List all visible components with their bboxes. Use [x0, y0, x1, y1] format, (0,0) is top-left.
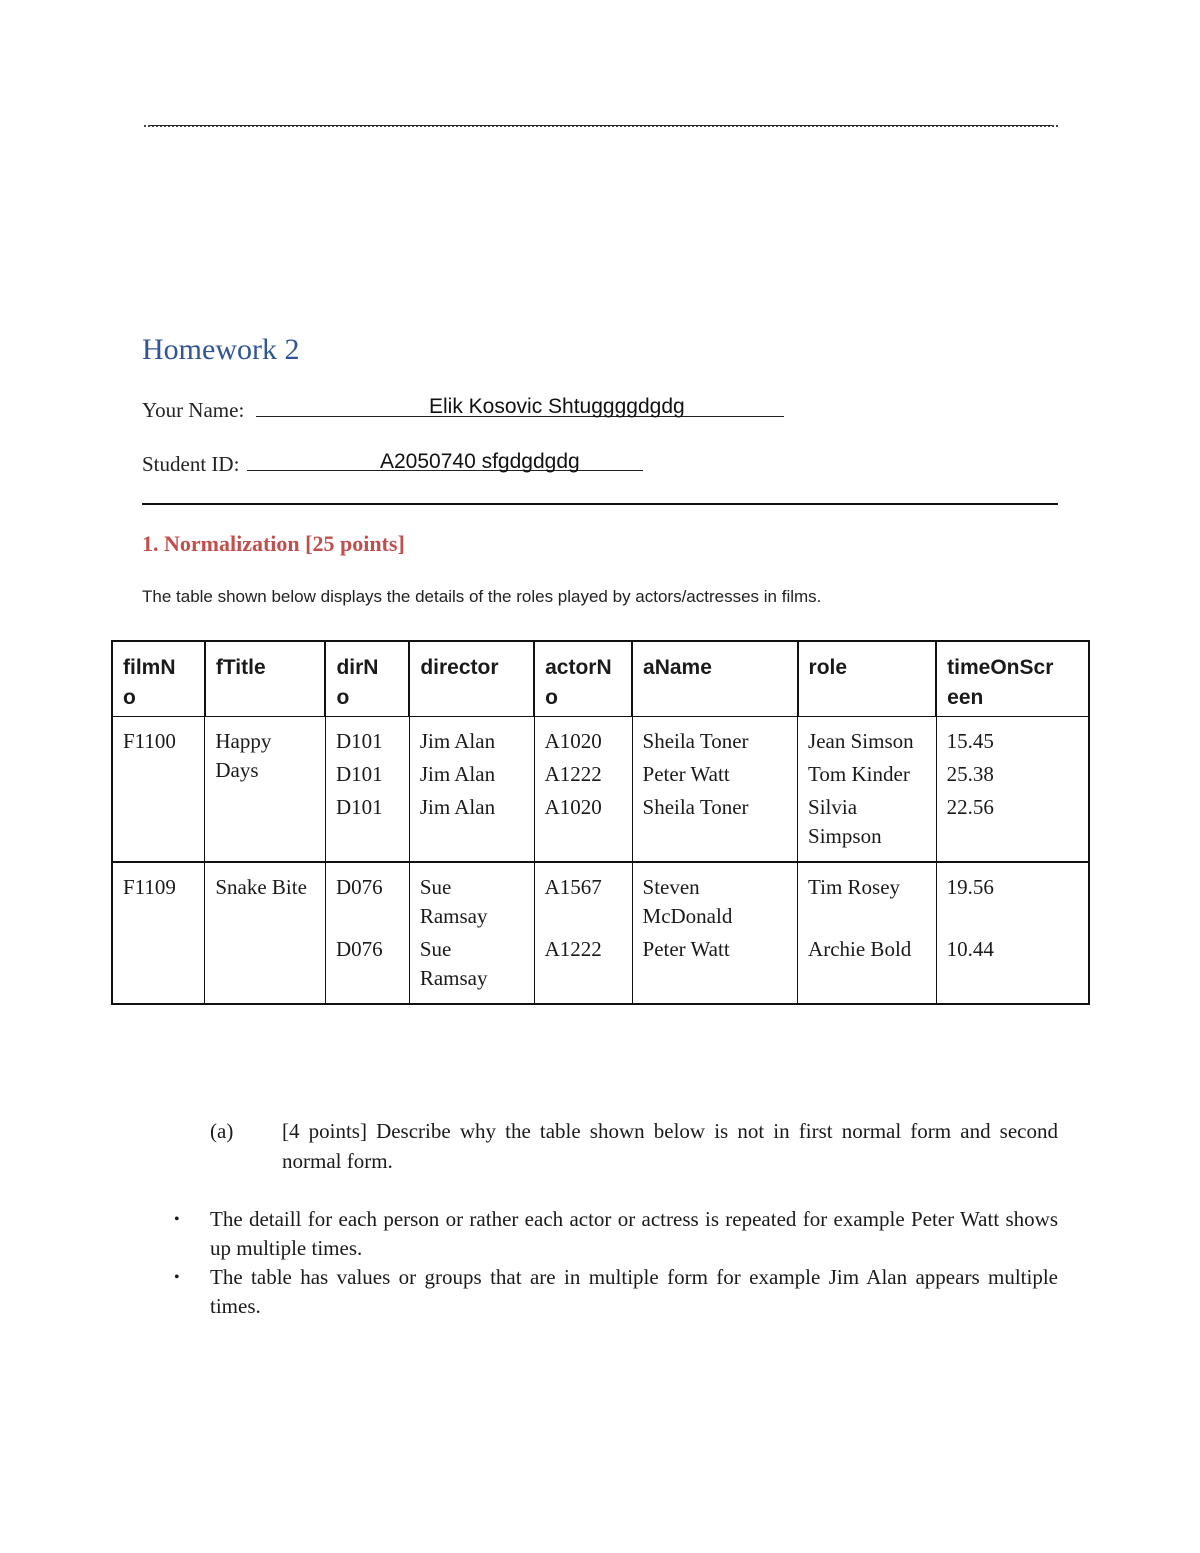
student-id-field [142, 448, 643, 477]
header-rule [144, 125, 1058, 127]
film-roles-table [111, 640, 1090, 1005]
header-text: fTitle [215, 656, 266, 679]
question-label: (a) [210, 1119, 234, 1143]
answer-item [172, 1205, 1058, 1263]
table-intro: The table shown below displays the details of the roles played by actors/actresses in films. [142, 587, 822, 606]
director-cell: Sue Ramsay [409, 862, 534, 931]
time-on-screen-cell: 25.38 [936, 756, 1089, 789]
table-body [112, 717, 1089, 1005]
header-actor-name [632, 641, 798, 717]
header-time-on-screen [936, 641, 1089, 717]
role-cell: Silvia Simpson [798, 789, 937, 862]
name-field [142, 394, 784, 423]
header-film-no [112, 641, 205, 717]
actor-no-cell: A1020 [534, 717, 632, 757]
director-no-cell: D101 [325, 756, 409, 789]
header-text: een [947, 686, 984, 709]
actor-name-cell: Sheila Toner [632, 789, 798, 862]
header-text: o [545, 686, 558, 709]
role-cell: Tom Kinder [798, 756, 937, 789]
film-no-cell: F1109 [112, 862, 205, 1004]
header-text: aName [643, 656, 712, 679]
header-actor-no [534, 641, 632, 717]
header-text: o [123, 686, 136, 709]
actor-name-cell: Sheila Toner [632, 717, 798, 757]
header-role [798, 641, 937, 717]
film-title-cell: Snake Bite [205, 862, 326, 1004]
header-text: actorN [545, 656, 612, 679]
actor-name-cell: Peter Watt [632, 931, 798, 1004]
actor-no-cell: A1222 [534, 931, 632, 1004]
student-id-value: A2050740 sfgdgdgdg [380, 450, 580, 473]
question-text: [4 points] Describe why the table shown below is not in first normal form and second normal form. [282, 1119, 1058, 1173]
header-director [409, 641, 534, 717]
film-no-cell: F1100 [112, 717, 205, 863]
header-text: dirN [336, 656, 379, 679]
header-director-no [325, 641, 409, 717]
director-cell: Jim Alan [409, 756, 534, 789]
director-no-cell: D101 [325, 789, 409, 862]
header-text: timeOnScr [947, 656, 1054, 679]
section-heading: 1. Normalization [25 points] [142, 531, 405, 556]
director-cell: Jim Alan [409, 789, 534, 862]
director-cell: Sue Ramsay [409, 931, 534, 1004]
table-row [112, 717, 1089, 757]
role-cell: Archie Bold [798, 931, 937, 1004]
bullet-icon: • [174, 1269, 180, 1286]
role-cell: Tim Rosey [798, 862, 937, 931]
film-title-cell: Happy Days [205, 717, 326, 863]
actor-no-cell: A1020 [534, 789, 632, 862]
role-cell: Jean Simson [798, 717, 937, 757]
header-text: director [420, 656, 499, 679]
time-on-screen-cell: 19.56 [936, 862, 1089, 931]
header-text: filmN [123, 656, 176, 679]
director-no-cell: D076 [325, 931, 409, 1004]
document-title: Homework 2 [142, 333, 300, 366]
answer-list [172, 1205, 1058, 1321]
section-separator [142, 503, 1058, 505]
actor-name-cell: Peter Watt [632, 756, 798, 789]
time-on-screen-cell: 15.45 [936, 717, 1089, 757]
name-value: Elik Kosovic Shtuggggdgdg [429, 395, 685, 418]
header-text: role [808, 656, 848, 679]
actor-name-cell: Steven McDonald [632, 862, 798, 931]
director-no-cell: D101 [325, 717, 409, 757]
table-row [112, 862, 1089, 931]
header-text: o [336, 686, 350, 709]
actor-no-cell: A1222 [534, 756, 632, 789]
header-film-title [205, 641, 326, 717]
table-header-row [112, 641, 1089, 717]
name-label: Your Name: [142, 398, 245, 422]
time-on-screen-cell: 10.44 [936, 931, 1089, 1004]
director-no-cell: D076 [325, 862, 409, 931]
answer-item [172, 1263, 1058, 1321]
time-on-screen-cell: 22.56 [936, 789, 1089, 862]
student-id-label: Student ID: [142, 452, 240, 476]
answer-text: The table has values or groups that are in multiple form for example Jim Alan appears multiple times. [210, 1265, 1058, 1318]
director-cell: Jim Alan [409, 717, 534, 757]
answer-text: The detaill for each person or rather each actor or actress is repeated for example Peter Watt shows up multiple times. [210, 1207, 1058, 1260]
actor-no-cell: A1567 [534, 862, 632, 931]
bullet-icon: • [174, 1211, 180, 1228]
